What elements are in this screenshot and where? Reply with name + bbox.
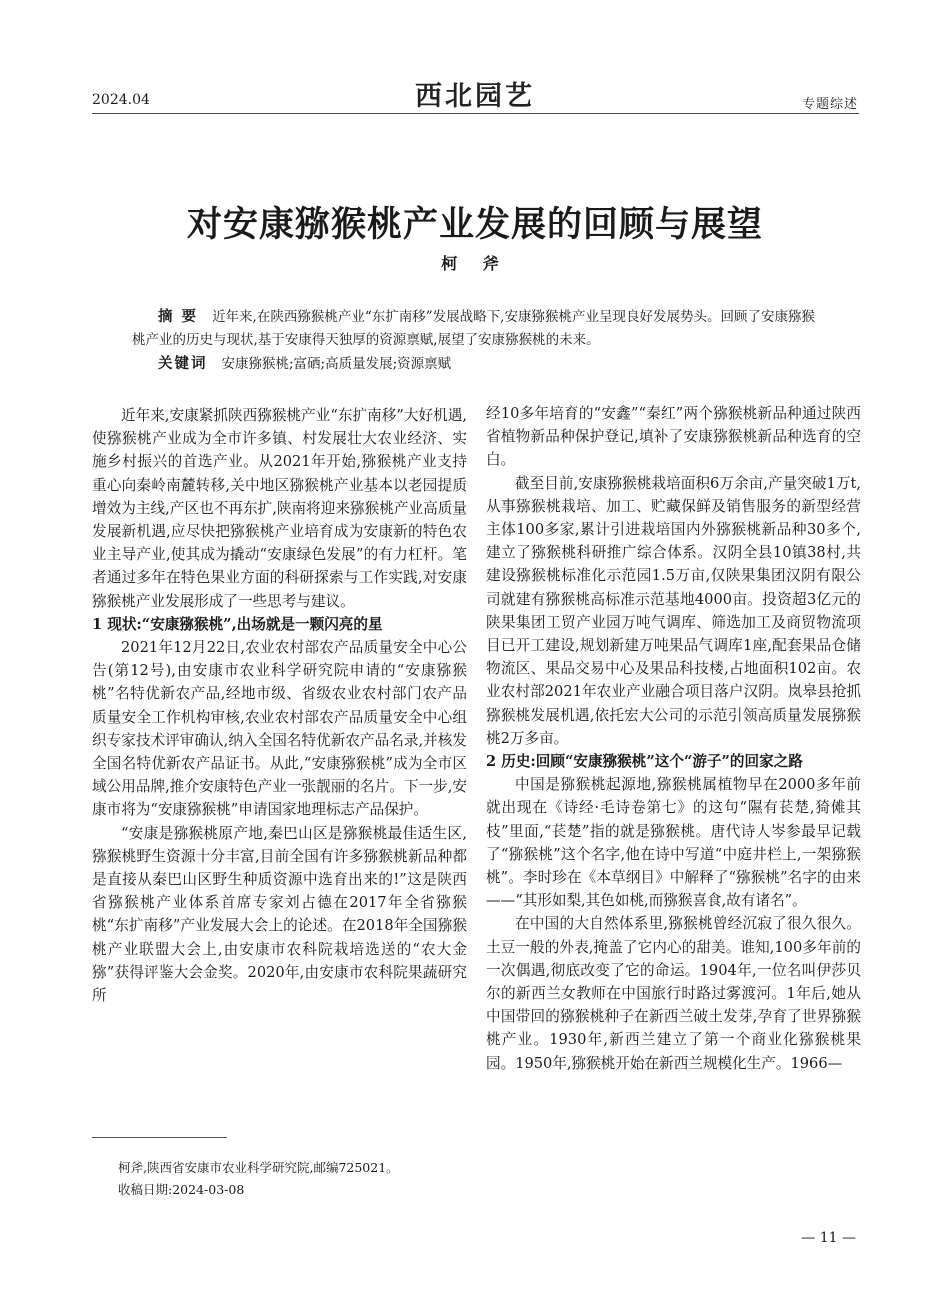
section-label: 专题综述 <box>801 97 858 112</box>
section-heading-1: 1 现状:“安康猕猴桃”,出场就是一颗闪亮的星 <box>92 615 383 633</box>
header-divider <box>92 113 859 114</box>
footnote <box>118 1157 399 1201</box>
abstract-label: 摘 要 <box>158 308 199 325</box>
paragraph: 2021年12月22日,农业农村部农产品质量安全中心公告(第12号),由安康市农业科学研究院申请的“安康猕猴桃”名特优新农产品,经地市级、省级农业农村部门农产品质量安全工作机构审核,农业农村部农产品质量安全中心组织专家技术评审确认,纳入全国名特优新农产品名录,并核发全国名特优新农产品证书。从此,“安康猕猴桃”成为全市区域公用品牌,推介安康特色产业一张靓丽的名片。下一步,安康市将为“安康猕猴桃”申请国家地理标志产品保护。 <box>92 639 467 819</box>
issue-date: 2024.04 <box>92 92 150 108</box>
author-affiliation: 柯斧,陕西省安康市农业科学研究院,邮编725021。 <box>118 1160 399 1175</box>
journal-logo: 西北园艺 <box>415 81 535 112</box>
paragraph: 中国是猕猴桃起源地,猕猴桃属植物早在2000多年前就出现在《诗经·毛诗卷第七》的这句“隰有苌楚,猗傩其枝”里面,“苌楚”指的就是猕猴桃。唐代诗人岑参最早记载了“猕猴桃”这个名字,他在诗中写道“中庭井栏上,一架猕猴桃”。李时珍在《本草纲目》中解释了“猕猴桃”名字的由来——“其形如梨,其色如桃,而猕猴喜食,故有诸名”。 <box>486 776 861 910</box>
page-number: — 11 — <box>801 1230 856 1246</box>
footnote-divider <box>92 1137 227 1138</box>
paragraph: 截至目前,安康猕猴桃栽培面积6万余亩,产量突破1万t,从事猕猴桃栽培、加工、贮藏保鲜及销售服务的新型经营主体100多家,累计引进栽培国内外猕猴桃新品种30多个,建立了猕猴桃科研推广综合体系。汉阴全县10镇38村,共建设猕猴桃标准化示范园1.5万亩,仅陕果集团汉阴有限公司就建有猕猴桃高标准示范基地4000亩。投资超3亿元的陕果集团工贸产业园万吨气调库、筛选加工及商贸物流项目已开工建设,规划新建万吨果品气调库1座,配套果品仓储物流区、果品交易中心及果品科技楼,占地面积102亩。农业农村部2021年农业产业融合项目落户汉阴。岚皋县抢抓猕猴桃发展机遇,依托宏大公司的示范引领高质量发展猕猴桃2万多亩。 <box>486 474 861 747</box>
received-date: 收稿日期:2024-03-08 <box>118 1182 245 1197</box>
keywords-label: 关键词 <box>158 355 208 372</box>
article-author: 柯 斧 <box>441 254 509 273</box>
paragraph: 近年来,安康紧抓陕西猕猴桃产业“东扩南移”大好机遇,使猕猴桃产业成为全市许多镇、村发展壮大农业经济、实施乡村振兴的首选产业。从2021年开始,猕猴桃产业支持重心向秦岭南麓转移,关中地区猕猴桃产业基本以老园提质增效为主线,产区也不再东扩,陕南将迎来猕猴桃产业高质量发展新机遇,应尽快把猕猴桃产业培育成为安康新的特色农业主导产业,使其成为撬动“安康绿色发展”的有力杠杆。笔者通过多年在特色果业方面的科研探索与工作实践,对安康猕猴桃产业发展形成了一些思考与建议。 <box>92 407 467 610</box>
right-column <box>486 402 861 1075</box>
paragraph: 经10多年培育的“安鑫”“秦红”两个猕猴桃新品种通过陕西省植物新品种保护登记,填补了安康猕猴桃新品种选育的空白。 <box>486 405 861 469</box>
left-column <box>92 404 467 1007</box>
keywords <box>132 352 822 376</box>
paragraph: “安康是猕猴桃原产地,秦巴山区是猕猴桃最佳适生区,猕猴桃野生资源十分丰富,目前全国有许多猕猴桃新品种都是直接从秦巴山区野生种质资源中选育出来的!”这是陕西省猕猴桃产业体系首席专家刘占德在2017年全省猕猴桃“东扩南移”产业发展大会上的论述。在2018年全国猕猴桃产业联盟大会上,由安康市农科院栽培选送的“农大金猕”获得评鉴大会金奖。2020年,由安康市农科院果蔬研究所 <box>92 824 467 1005</box>
article-title: 对安康猕猴桃产业发展的回顾与展望 <box>186 204 763 246</box>
abstract <box>132 305 822 352</box>
keywords-text: 安康猕猴桃;富硒;高质量发展;资源禀赋 <box>221 356 452 372</box>
abstract-text: 近年来,在陕西猕猴桃产业“东扩南移”发展战略下,安康猕猴桃产业呈现良好发展势头。回顾了安康猕猴桃产业的历史与现状,基于安康得天独厚的资源禀赋,展望了安康猕猴桃的未来。 <box>132 309 815 348</box>
abstract-block <box>132 305 822 376</box>
paragraph: 在中国的大自然体系里,猕猴桃曾经沉寂了很久很久。土豆一般的外表,掩盖了它内心的甜美。谁知,100多年前的一次偶遇,彻底改变了它的命运。1904年,一位名叫伊莎贝尔的新西兰女教师在中国旅行时路过雾渡河。1年后,她从中国带回的猕猴桃种子在新西兰破土发芽,孕育了世界猕猴桃产业。1930年,新西兰建立了第一个商业化猕猴桃果园。1950年,猕猴桃开始在新西兰规模化生产。1966— <box>486 915 861 1072</box>
section-heading-2: 2 历史:回顾“安康猕猴桃”这个“游子”的回家之路 <box>486 753 803 771</box>
